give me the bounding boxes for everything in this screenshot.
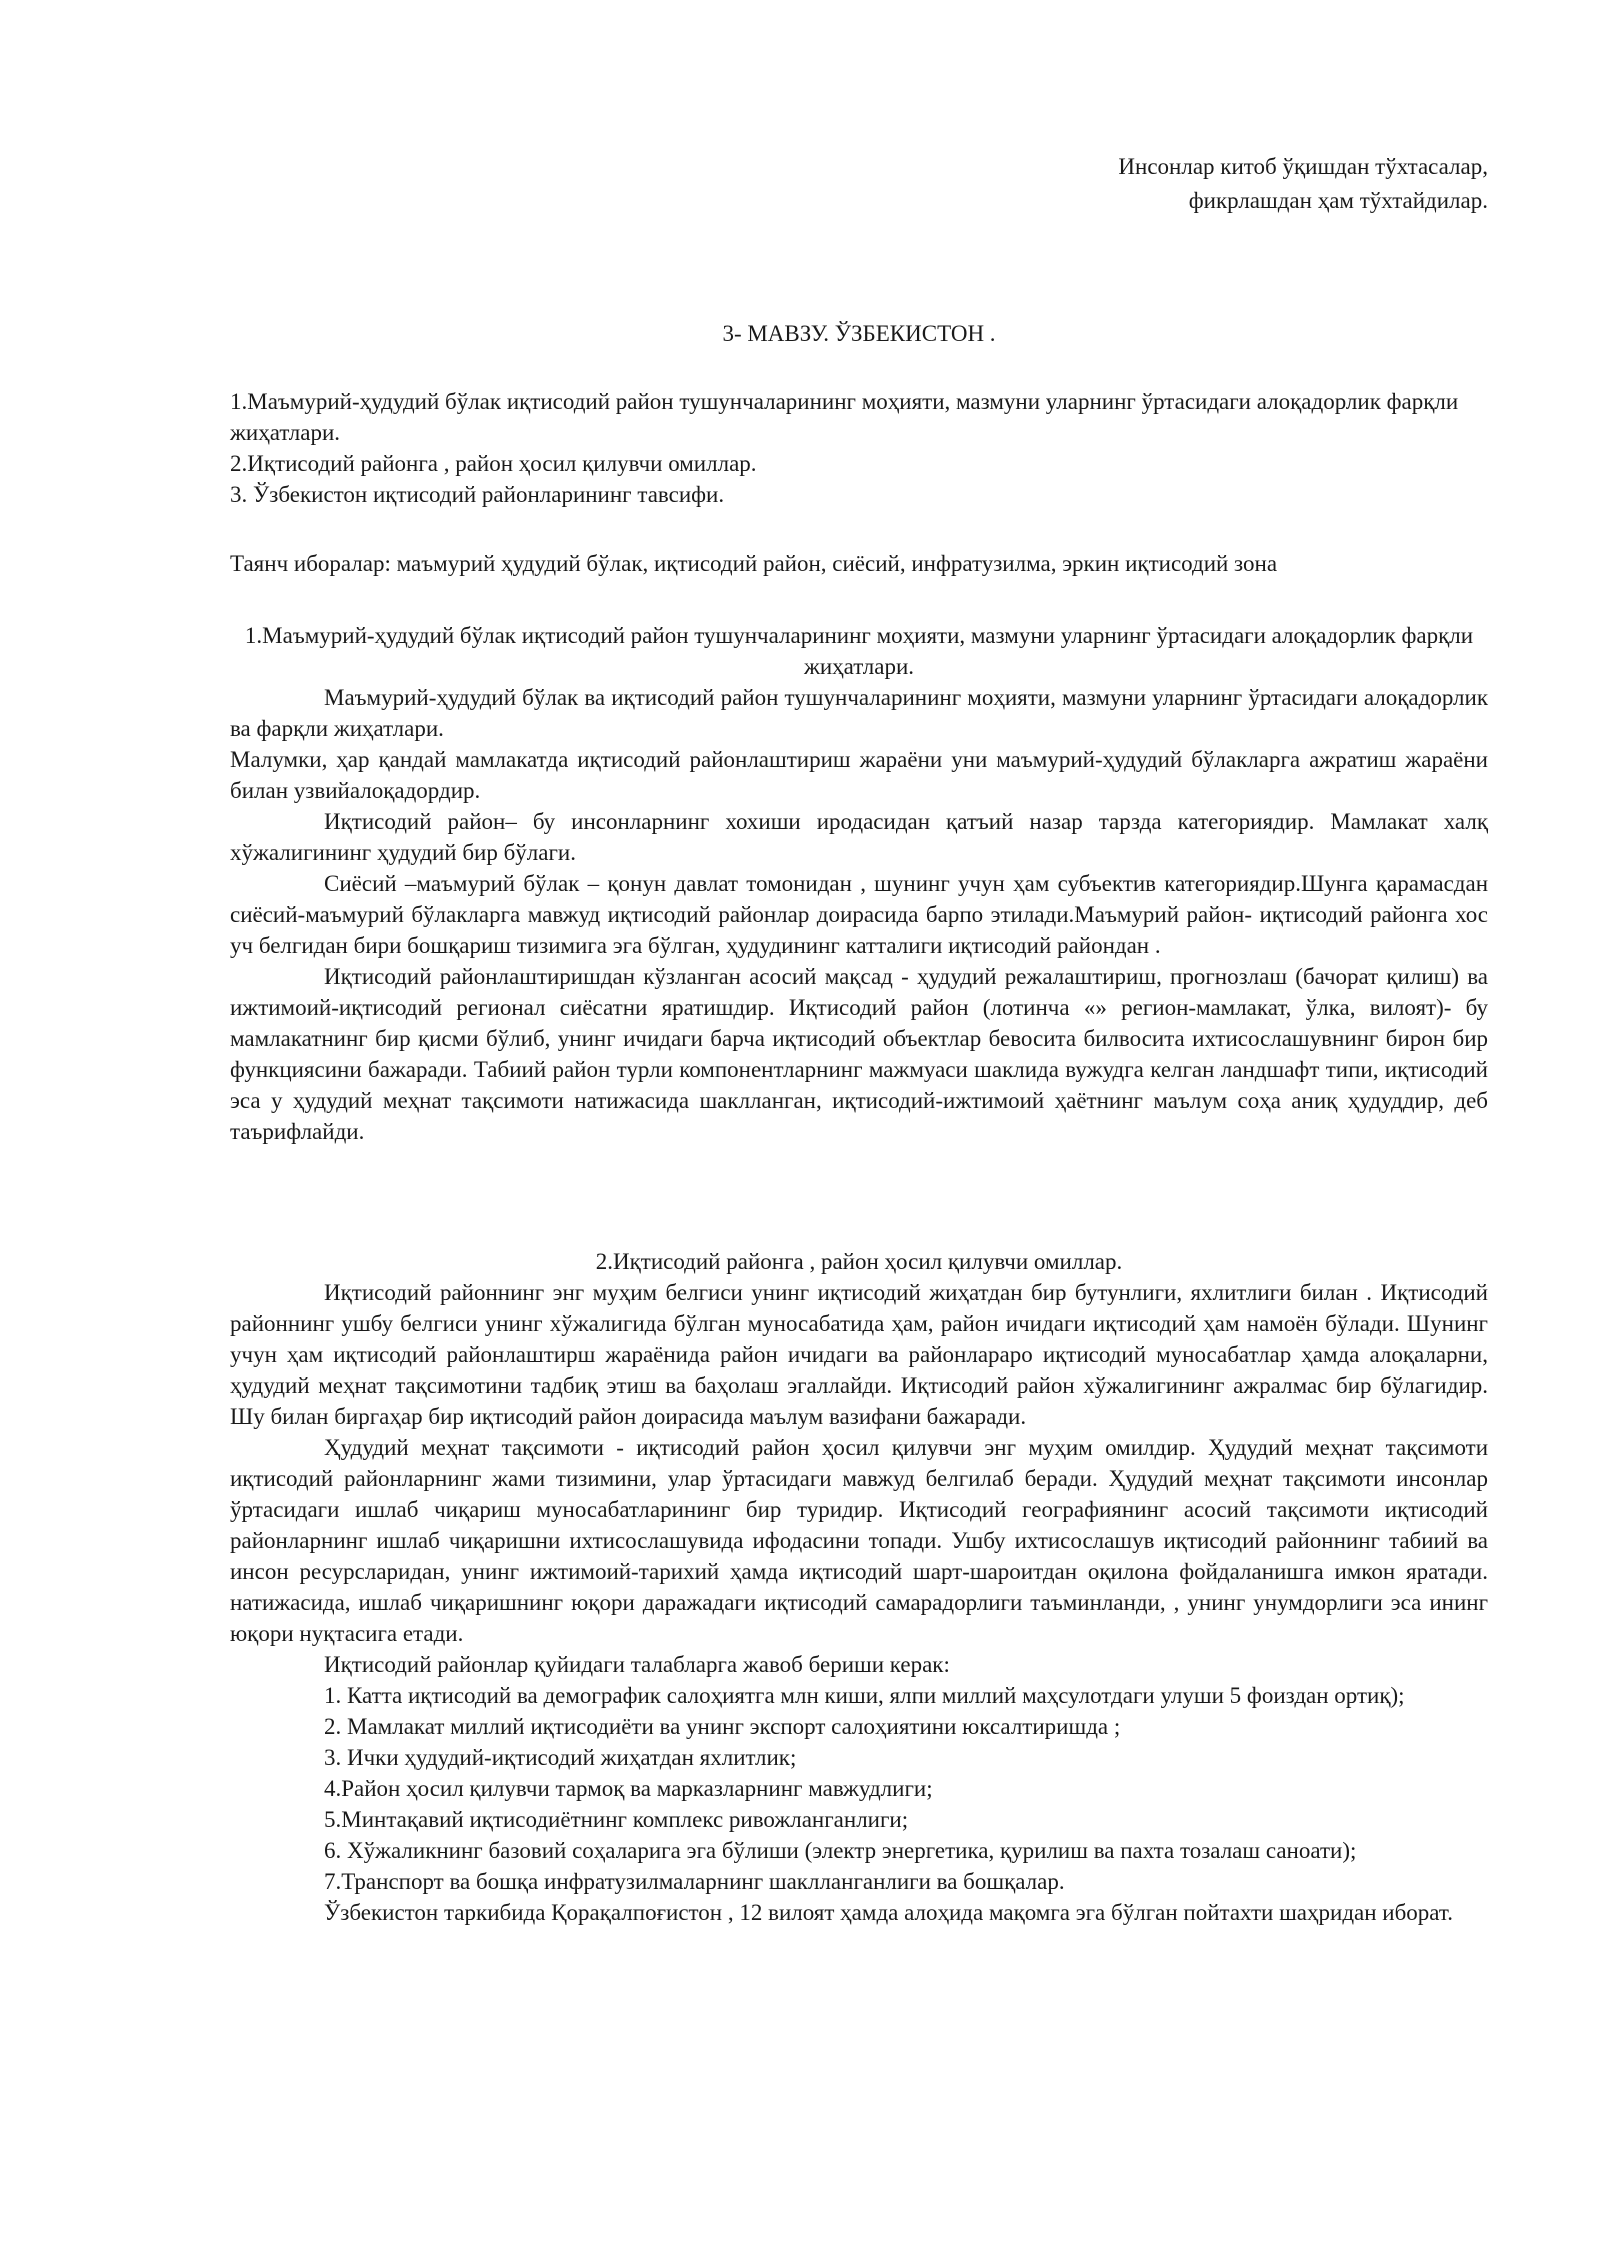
section-1-heading: 1.Маъмурий-ҳудудий бўлак иқтисодий район тушунчаларининг моҳияти, мазмуни уларнинг ўртасидаги алоқадорлик фарқли жиҳатлари. — [244, 623, 1474, 679]
epigraph-line-2: фикрлашдан ҳам тўхтайдилар. — [1188, 188, 1488, 213]
section-2-heading: 2.Иқтисодий районга , район ҳосил қилувчи омиллар. — [595, 1249, 1123, 1274]
requirement-item: 2. Мамлакат миллий иқтисодиёти ва унинг экспорт салоҳиятини юксалтиришда ; — [324, 1714, 1121, 1739]
keywords-text: Таянч иборалар: маъмурий ҳудудий бўлак, иқтисодий район, сиёсий, инфратузилма, эркин иқтисодий зона — [230, 551, 1278, 576]
requirement-item: 3. Ички ҳудудий-иқтисодий жиҳатдан яхлитлик; — [324, 1745, 797, 1770]
paragraph: Ҳудудий меҳнат тақсимоти - иқтисодий район ҳосил қилувчи энг муҳим омилдир. Ҳудудий меҳнат тақсимоти иқтисодий районларнинг жами тизимини, улар ўртасидаги мавжуд белгилаб беради. Ҳудудий меҳнат тақсимоти инсонлар ўртасидаги ишлаб чиқариш муносабатларининг бир туридир. Иқтисодий географиянинг асосий тақсимоти иқтисодий районларнинг ишлаб чиқаришни ихтисослашувида ифодасини топади. Ушбу ихтисослашув иқтисодий районнинг табиий ва инсон ресурсларидан, унинг ижтимоий-тарихий ҳамда иқтисодий шарт-шароитдан оқилона фойдаланишга имкон яратади. натижасида, ишлаб чиқаришнинг юқори даражадаги иқтисодий самарадорлиги таъминланди, , унинг унумдорлиги эса ининг юқори нуқтасига етади. — [230, 1435, 1488, 1646]
requirement-item: 5.Минтақавий иқтисодиётнинг комплекс ривожланганлиги; — [324, 1807, 909, 1832]
section-2 — [230, 1246, 1488, 1928]
requirement-item: 1. Катта иқтисодий ва демографик салоҳиятга млн киши, ялпи миллий маҳсулотдаги улуши 5 фоиздан ортиқ); — [324, 1683, 1405, 1708]
keywords-block — [230, 548, 1488, 579]
paragraph: Ўзбекистон таркибида Қорақалпоғистон , 12 вилоят ҳамда алоҳида мақомга эга бўлган пойтахти шаҳридан иборат. — [324, 1900, 1453, 1925]
section-1 — [230, 620, 1488, 1147]
paragraph: Иқтисодий районлар қуйидаги талабларга жавоб бериши керак: — [324, 1652, 950, 1677]
paragraph: Маъмурий-ҳудудий бўлак ва иқтисодий район тушунчаларининг моҳияти, мазмуни уларнинг ўртасидаги алоқадорлик ва фарқли жиҳатлари. — [230, 685, 1488, 741]
paragraph: Иқтисодий районлаштиришдан кўзланган асосий мақсад - ҳудудий режалаштириш, прогнозлаш (бачорат қилиш) ва ижтимоий-иқтисодий регионал сиёсатни яратишдир. Иқтисодий район (лотинча «» регион-мамлакат, ўлка, вилоят)- бу мамлакатнинг бир қисми бўлиб, унинг ичидаги барча иқтисодий объектлар бевосита билвосита ихтисослашувнинг бирон бир функциясини бажаради. Табиий район турли компонентларнинг мажмуаси шаклида вужудга келган ландшафт типи, иқтисодий эса у ҳудудий меҳнат тақсимоти натижасида шаклланган, иқтисодий-ижтимоий ҳаётнинг маълум соҳа аниқ ҳудуддир, деб таърифлайди. — [230, 964, 1488, 1144]
requirement-item: 7.Транспорт ва бошқа инфратузилмаларнинг шаклланганлиги ва бошқалар. — [324, 1869, 1065, 1894]
topic-plan — [230, 386, 1488, 510]
requirement-item: 6. Хўжаликнинг базовий соҳаларига эга бўлиши (электр энергетика, қурилиш ва пахта тозалаш саноати); — [324, 1838, 1357, 1863]
paragraph: Малумки, ҳар қандай мамлакатда иқтисодий районлаштириш жараёни уни маъмурий-ҳудудий бўлакларга ажратиш жараёни билан узвийалоқадордир. — [230, 747, 1488, 803]
plan-item-1: 1.Маъмурий-ҳудудий бўлак иқтисодий район тушунчаларининг моҳияти, мазмуни уларнинг ўртасидаги алоқадорлик фарқли жиҳатлари. — [230, 389, 1459, 445]
page-title: 3- МАВЗУ. ЎЗБЕКИСТОН . — [722, 321, 996, 346]
requirement-item: 4.Район ҳосил қилувчи тармоқ ва марказларнинг мавжудлиги; — [324, 1776, 933, 1801]
paragraph: Сиёсий –маъмурий бўлак – қонун давлат томонидан , шунинг учун ҳам субъектив категориядир.Шунга қарамасдан сиёсий-маъмурий бўлакларга мавжуд иқтисодий районлар доирасида барпо этилади.Маъмурий район- иқтисодий районга хос уч белгидан бири бошқариш тизимига эга бўлган, ҳудудининг катталиги иқтисодий райондан . — [230, 871, 1488, 958]
epigraph-line-1: Инсонлар китоб ўқишдан тўхтасалар, — [1118, 154, 1488, 179]
plan-item-2: 2.Иқтисодий районга , район ҳосил қилувчи омиллар. — [230, 451, 757, 476]
paragraph: Иқтисодий район– бу инсонларнинг хохиши иродасидан қатъий назар тарзда категориядир. Мамлакат халқ хўжалигининг ҳудудий бир бўлаги. — [230, 809, 1488, 865]
epigraph — [1118, 150, 1488, 218]
paragraph: Иқтисодий районнинг энг муҳим белгиси унинг иқтисодий жиҳатдан бир бутунлиги, яхлитлиги билан . Иқтисодий районнинг ушбу белгиси унинг хўжалигида бўлган муносабатида ҳам, район ичидаги иқтисодий ҳам намоён бўлади. Шунинг учун ҳам иқтисодий районлаштирш жараёнида район ичидаги ва районлараро иқтисодий муносабатлар ҳамда алоқаларни, ҳудудий меҳнат тақсимотини тадбиқ этиш ва баҳолаш эгаллайди. Иқтисодий район хўжалигининг ажралмас бир бўлагидир. Шу билан биргаҳар бир иқтисодий район доирасида маълум вазифани бажаради. — [230, 1280, 1488, 1429]
plan-item-3: 3. Ўзбекистон иқтисодий районларининг тавсифи. — [230, 482, 725, 507]
